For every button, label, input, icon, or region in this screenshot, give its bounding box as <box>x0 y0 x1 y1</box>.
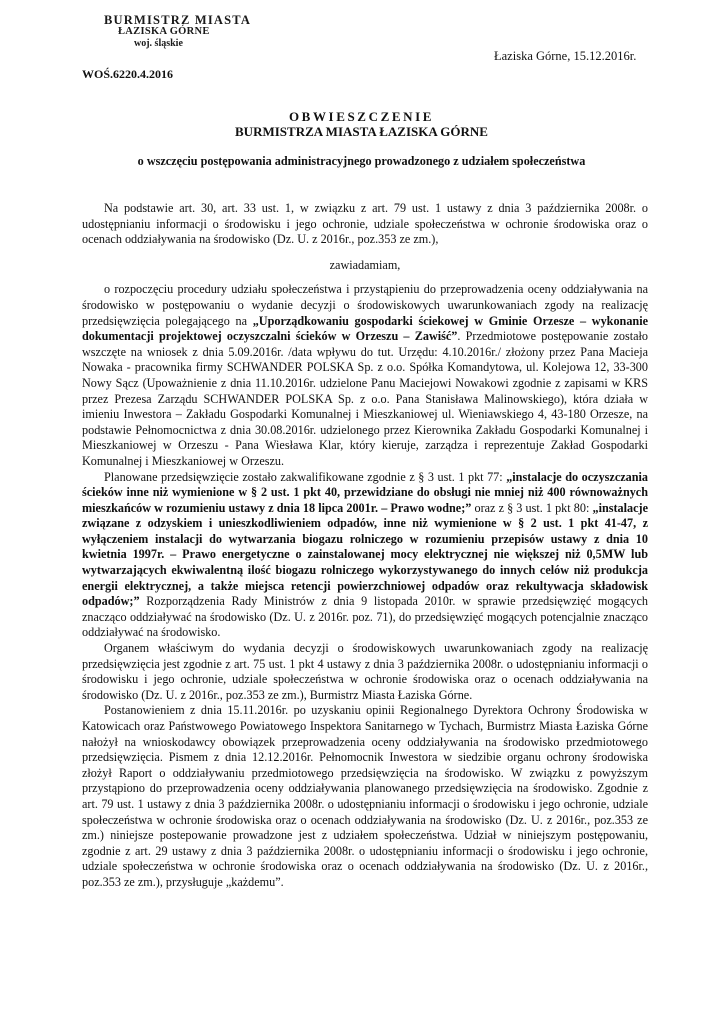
stamp-line-1: BURMISTRZ MIASTA <box>104 13 252 27</box>
p2-project-name: „Uporządkowaniu gospodarki ściekowej w Gminie Orzesze – wykonanie dokumentacji projektowej oczyszczalni ścieków w Orzeszu – Zawiść” <box>82 313 648 344</box>
stamp-line-3: woj. śląskie <box>134 38 183 49</box>
p2-text-c: . Przedmiotowe postępowanie zostało wszczęte na wniosek z dnia 5.09.2016r. /data wpływu do tut. Urzędu: 4.10.2016r./ złożony przez Pana Macieja Nowaka - pracownika firmy SCHWANDER POLSKA Sp. z o.o. Spółka Komandytowa, ul. Kolejowa 12, 33-300 Nowy Sącz (Upoważnienie z dnia 11.10.2016r. udzielone Panu Maciejowi Nowakowi zgodnie z zapisami w KRS przez Prezesa Zarządu SCHWANDER POLSKA Sp. z o.o. Pana Stanisława Malinowskiego), która działa w imieniu Inwestora – Zakładu Gospodarki Komunalnej i Mieszkaniowej ul. Wieniawskiego 4, 43-180 Orzesze, na podstawie Pełnomocnictwa z dnia 30.08.2016r. udzielonego przez Kierownika Zakładu Gospodarki Komunalnej i Mieszkaniowej w Orzeszu - Pana Wiesława Klar, który kieruje, zarządza i reprezentuje Zakład Gospodarki Komunalnej i Mieszkaniowej w Orzeszu. <box>82 329 648 468</box>
title-line-1: OBWIESZCZENIE <box>288 109 435 124</box>
p3-text-a: Planowane przedsięwzięcie zostało zakwalifikowane zgodnie z § 3 ust. 1 pkt 77: <box>104 469 507 484</box>
title-line-2: BURMISTRZA MIASTA ŁAZISKA GÓRNE <box>235 124 488 139</box>
paragraph-authority: Organem właściwym do wydania decyzji o środowiskowych uwarunkowaniach zgody na realizację przedsięwzięcia jest zgodnie z art. 75 ust. 1 pkt 4 ustawy z dnia 3 października 2008r. o udostępnianiu informacji o środowisku i jego ochronie, udziale społeczeństwa w ochronie środowiska oraz o ocenach oddziaływania na środowisko (Dz. U. z 2016r., poz.353 ze zm.), Burmistrz Miasta Łaziska Górne. <box>82 641 648 702</box>
place-and-date: Łaziska Górne, 15.12.2016r. <box>494 49 637 63</box>
announcement-word: zawiadamiam, <box>329 257 401 272</box>
paragraph-legal-basis: Na podstawie art. 30, art. 33 ust. 1, w związku z art. 79 ust. 1 ustawy z dnia 3 października 2008r. o udostępnianiu informacji o środowisku i jego ochronie, udziale społeczeństwa w ochronie środowiska oraz o ocenach oddziaływania na środowisko (Dz. U. z 2016r., poz.353 ze zm.), <box>82 201 648 247</box>
office-stamp <box>104 14 274 50</box>
paragraph-procedure-start <box>82 282 648 469</box>
p3-category-80: „instalacje związane z odzyskiem i unieszkodliwieniem odpadów, inne niż wymienione w § 2 ust. 1 pkt 41-47, z wyłączeniem instalacji do wytwarzania biogazu rolniczego w rozumieniu przepisów ustawy z dnia 10 kwietnia 1997r. – Prawo energetyczne o zainstalowanej mocy elektrycznej nie większej niż 0,5MW lub wytwarzających ekwiwalentną ilość biogazu rolniczego wykorzystywanego do innych celów niż produkcja energii elektrycznej, a także miejsca retencji powierzchniowej odpadów oraz rekultywacja składowisk odpadów;” <box>82 500 648 609</box>
document-subtitle: o wszczęciu postępowania administracyjnego prowadzonego z udziałem społeczeństwa <box>137 154 586 168</box>
document-body <box>82 201 648 891</box>
reference-number: WOŚ.6220.4.2016 <box>82 67 174 81</box>
document-title <box>0 109 723 139</box>
p3-category-77: „instalacje do oczyszczania ścieków inne niż wymienione w § 2 ust. 1 pkt 40, przewidziane do obsługi nie mniej niż 400 równoważnych mieszkańców w rozumieniu ustawy z dnia 18 lipca 2001r. – Prawo wodne;” <box>82 469 648 515</box>
p2-text-a: o rozpoczęciu procedury udziału społeczeństwa i przystąpieniu do przeprowadzenia oceny oddziaływania na środowisko w postępowaniu o wydanie decyzji o środowiskowych uwarunkowaniach zgody na realizację przedsięwzięcia polegającego na <box>82 282 648 328</box>
p3-text-c: oraz z § 3 ust. 1 pkt 80: <box>471 500 593 515</box>
stamp-line-2: ŁAZISKA GÓRNE <box>118 26 210 37</box>
paragraph-qualification <box>82 470 648 642</box>
p3-text-e: Rozporządzenia Rady Ministrów z dnia 9 listopada 2010r. w sprawie przedsięwzięć mogących znacząco oddziaływać na środowisko (Dz. U. z 2016r. poz. 71), do przedsięwzięć mogących potencjalnie znacząco oddziaływać na środowisko. <box>82 594 648 640</box>
paragraph-assessment: Postanowieniem z dnia 15.11.2016r. po uzyskaniu opinii Regionalnego Dyrektora Ochrony Środowiska w Katowicach oraz Państwowego Powiatowego Inspektora Sanitarnego w Tychach, Burmistrz Miasta Łaziska Górne nałożył na wnioskodawcy obowiązek przeprowadzenia oceny oddziaływania na środowisko przedmiotowego przedsięwzięcia. Pismem z dnia 12.12.2016r. Pełnomocnik Inwestora w siedzibie organu ochrony środowiska złożył Raport o oddziaływaniu przedmiotowego przedsięwzięcia na środowisko. W związku z powyższym przystąpiono do przeprowadzenia oceny oddziaływania planowanego przedsięwzięcia na środowisko. Zgodnie z art. 79 ust. 1 ustawy z dnia 3 października 2008r. o udostępnianiu informacji o środowisku i jego ochronie, udziale społeczeństwa w ochronie środowiska oraz o ocenach oddziaływania na środowisko (Dz. U. z 2016r., poz.353 ze zm.) niniejsze postepowanie prowadzone jest z udziałem społeczeństwa. Udział w niniejszym postępowaniu, zgodnie z art. 29 ustawy z dnia 3 października 2008r. o udostępnianiu informacji o środowisku i jego ochronie, udziale społeczeństwa w ochronie środowiska oraz o ocenach oddziaływania na środowisko (Dz. U. z 2016r., poz.353 ze zm.), przysługuje „każdemu”. <box>82 703 648 889</box>
